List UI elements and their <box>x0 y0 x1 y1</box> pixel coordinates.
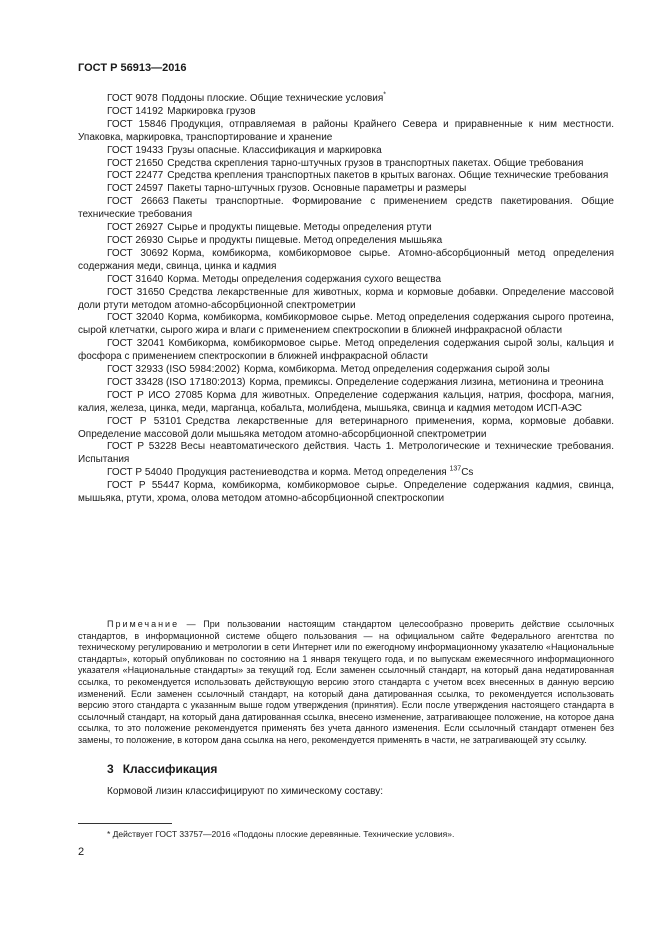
isotope-mass-number: 137 <box>449 465 462 473</box>
reference-code: ГОСТ 32933 (ISO 5984:2002) <box>107 364 240 376</box>
footnote-text: * Действует ГОСТ 33757—2016 «Поддоны плоские деревянные. Технические условия». <box>107 829 455 839</box>
section-number: 3 <box>107 762 114 776</box>
reference-title: Корма, комбикорма, комбикормовое сырье. Метод определения содержания сырого протеина, сырой клетчатки, сырого жира и влаги с применением спектроскопии в ближней инфракрасной области <box>78 312 614 337</box>
note-label: Примечание <box>107 619 180 629</box>
reference-title: Комбикорма, комбикормовое сырье. Метод определения содержания сырой золы, кальция и фосфора с применением спектроскопии в ближней инфракрасной области <box>78 338 614 363</box>
reference-title: Корма, комбикорма, комбикормовое сырье. Определение содержания кадмия, свинца, мышьяка, ртути, хрома, олова методом атомно-абсорбционной спектроскопии <box>78 480 614 505</box>
reference-item <box>78 312 614 338</box>
reference-code: ГОСТ 30692 <box>107 247 169 259</box>
reference-code: ГОСТ 26663 <box>107 196 169 208</box>
reference-title: Средства скрепления тарно-штучных грузов в транспортных пакетах. Общие требования <box>167 157 584 169</box>
reference-title: Сырье и продукты пищевые. Методы определения ртути <box>167 222 432 234</box>
document-header: ГОСТ Р 56913—2016 <box>78 62 187 74</box>
reference-code: ГОСТ 26927 <box>107 222 164 234</box>
reference-code: ГОСТ 22477 <box>107 170 164 182</box>
reference-title: Грузы опасные. Классификация и маркировка <box>167 144 382 156</box>
section-title: Классификация <box>122 762 218 776</box>
reference-item <box>78 287 614 313</box>
reference-item <box>78 106 614 119</box>
reference-item <box>78 377 614 390</box>
reference-code: ГОСТ Р ИСО 27085 <box>107 389 203 401</box>
reference-code: ГОСТ 33428 (ISO 17180:2013) <box>107 376 246 388</box>
reference-item <box>78 338 614 364</box>
reference-code: ГОСТ 32040 <box>107 312 164 324</box>
reference-code: ГОСТ Р 54040 <box>107 467 173 479</box>
reference-item <box>78 170 614 183</box>
reference-code: ГОСТ Р 53101 <box>107 415 182 427</box>
reference-title: Средства лекарственные для животных, корма и кормовые добавки. Определение массовой доли ртути методом атомно-абсорбционной спектрометрии <box>78 286 615 311</box>
reference-item <box>78 480 614 506</box>
reference-title: Продукция растениеводства и корма. Метод определения <box>176 467 447 479</box>
reference-item <box>78 441 614 467</box>
reference-item <box>78 196 614 222</box>
reference-item <box>78 390 614 416</box>
reference-title: Пакеты транспортные. Формирование с применением средств пакетирования. Общие технические требования <box>78 196 614 221</box>
page-number: 2 <box>78 846 85 858</box>
reference-title: Средства крепления транспортных пакетов в крытых вагонах. Общие технические требования <box>167 170 609 182</box>
reference-item <box>78 145 614 158</box>
reference-code: ГОСТ 9078 <box>107 93 158 104</box>
footnote-mark: * <box>383 91 387 99</box>
reference-item <box>78 158 614 171</box>
reference-title: Пакеты тарно-штучных грузов. Основные параметры и размеры <box>167 183 467 195</box>
reference-title: Средства лекарственные для ветеринарного применения, корма, кормовые добавки. Определение массовой доли мышьяка методом атомно-абсорбционной спектрометрии <box>78 415 614 440</box>
reference-title: Продукция, отправляемая в районы Крайнего Севера и приравненные к ним местности. Упаковка, маркировка, транспортирование и хранение <box>78 118 614 143</box>
reference-item <box>78 93 614 106</box>
footnote-divider <box>78 823 172 824</box>
reference-code: ГОСТ Р 53228 <box>107 441 177 453</box>
reference-title: Маркировка грузов <box>167 105 256 117</box>
reference-code: ГОСТ 31650 <box>107 286 165 298</box>
reference-code: ГОСТ 19433 <box>107 144 164 156</box>
reference-title: Корма, премиксы. Определение содержания лизина, метионина и треонина <box>249 376 604 388</box>
reference-item <box>78 183 614 196</box>
reference-item <box>78 248 614 274</box>
section-heading <box>107 762 217 776</box>
note-paragraph <box>78 619 614 747</box>
reference-item <box>78 222 614 235</box>
reference-code: ГОСТ 15846 <box>107 118 167 130</box>
reference-code: ГОСТ 31640 <box>107 273 164 285</box>
reference-code: ГОСТ Р 55447 <box>107 480 180 492</box>
reference-item <box>78 119 614 145</box>
reference-title: Корма для животных. Определение содержания кальция, натрия, фосфора, магния, калия, железа, цинка, меди, марганца, кобальта, молибдена, мышьяка, свинца и кадмия методом ИСП-АЭС <box>78 389 614 414</box>
reference-item <box>78 235 614 248</box>
reference-item <box>78 274 614 287</box>
reference-code: ГОСТ 26930 <box>107 234 164 246</box>
isotope-symbol: Cs <box>461 467 474 479</box>
reference-code: ГОСТ 14192 <box>107 105 164 117</box>
reference-code: ГОСТ 24597 <box>107 183 164 195</box>
note-text: — При пользовании настоящим стандартом целесообразно проверить действие ссылочных стандартов, в информационной системе общего пользования — на официальном сайте Федерального агентства по техническому регулированию и метрологии в сети Интернет или по ежегодному информационному указателю «Национальные стандарты», который опубликован по состоянию на 1 января текущего года, и по выпускам ежемесячного информационного указателя «Национальные стандарты» за текущий год. Если заменен ссылочный стандарт, на который дана недатированная ссылка, то рекомендуется использовать действующую версию этого стандарта с учетом всех внесенных в данную версию изменений. Если заменен ссылочный стандарт, на который дана датированная ссылка, то рекомендуется использовать версию этого стандарта с указанным выше годом утверждения (принятия). Если после утверждения настоящего стандарта в ссылочный стандарт, на который дана датированная ссылка, внесено изменение, затрагивающее положение, на которое дана ссылка, то это положение рекомендуется применять без учета данного изменения. Если ссылочный стандарт отменен без замены, то положение, в котором дана ссылка на него, рекомендуется применять в части, не затрагивающей эту ссылку. <box>78 619 614 745</box>
reference-title: Сырье и продукты пищевые. Метод определения мышьяка <box>167 234 443 246</box>
body-paragraph: Кормовой лизин классифицируют по химическому составу: <box>107 786 384 797</box>
reference-title: Корма. Методы определения содержания сухого вещества <box>167 273 442 285</box>
reference-item <box>78 467 614 480</box>
reference-title: Поддоны плоские. Общие технические условия <box>161 93 384 104</box>
reference-title: Корма, комбикорма. Метод определения содержания сырой золы <box>243 364 550 376</box>
reference-title: Весы неавтоматического действия. Часть 1. Метрологические и технические требования. Испытания <box>78 441 614 466</box>
reference-title: Корма, комбикорма, комбикормовое сырье. Атомно-абсорбционный метод определения содержания меди, свинца, цинка и кадмия <box>78 247 614 272</box>
reference-item <box>78 416 614 442</box>
reference-code: ГОСТ 32041 <box>107 338 165 350</box>
reference-code: ГОСТ 21650 <box>107 157 164 169</box>
reference-item <box>78 364 614 377</box>
normative-references-list <box>78 93 614 506</box>
